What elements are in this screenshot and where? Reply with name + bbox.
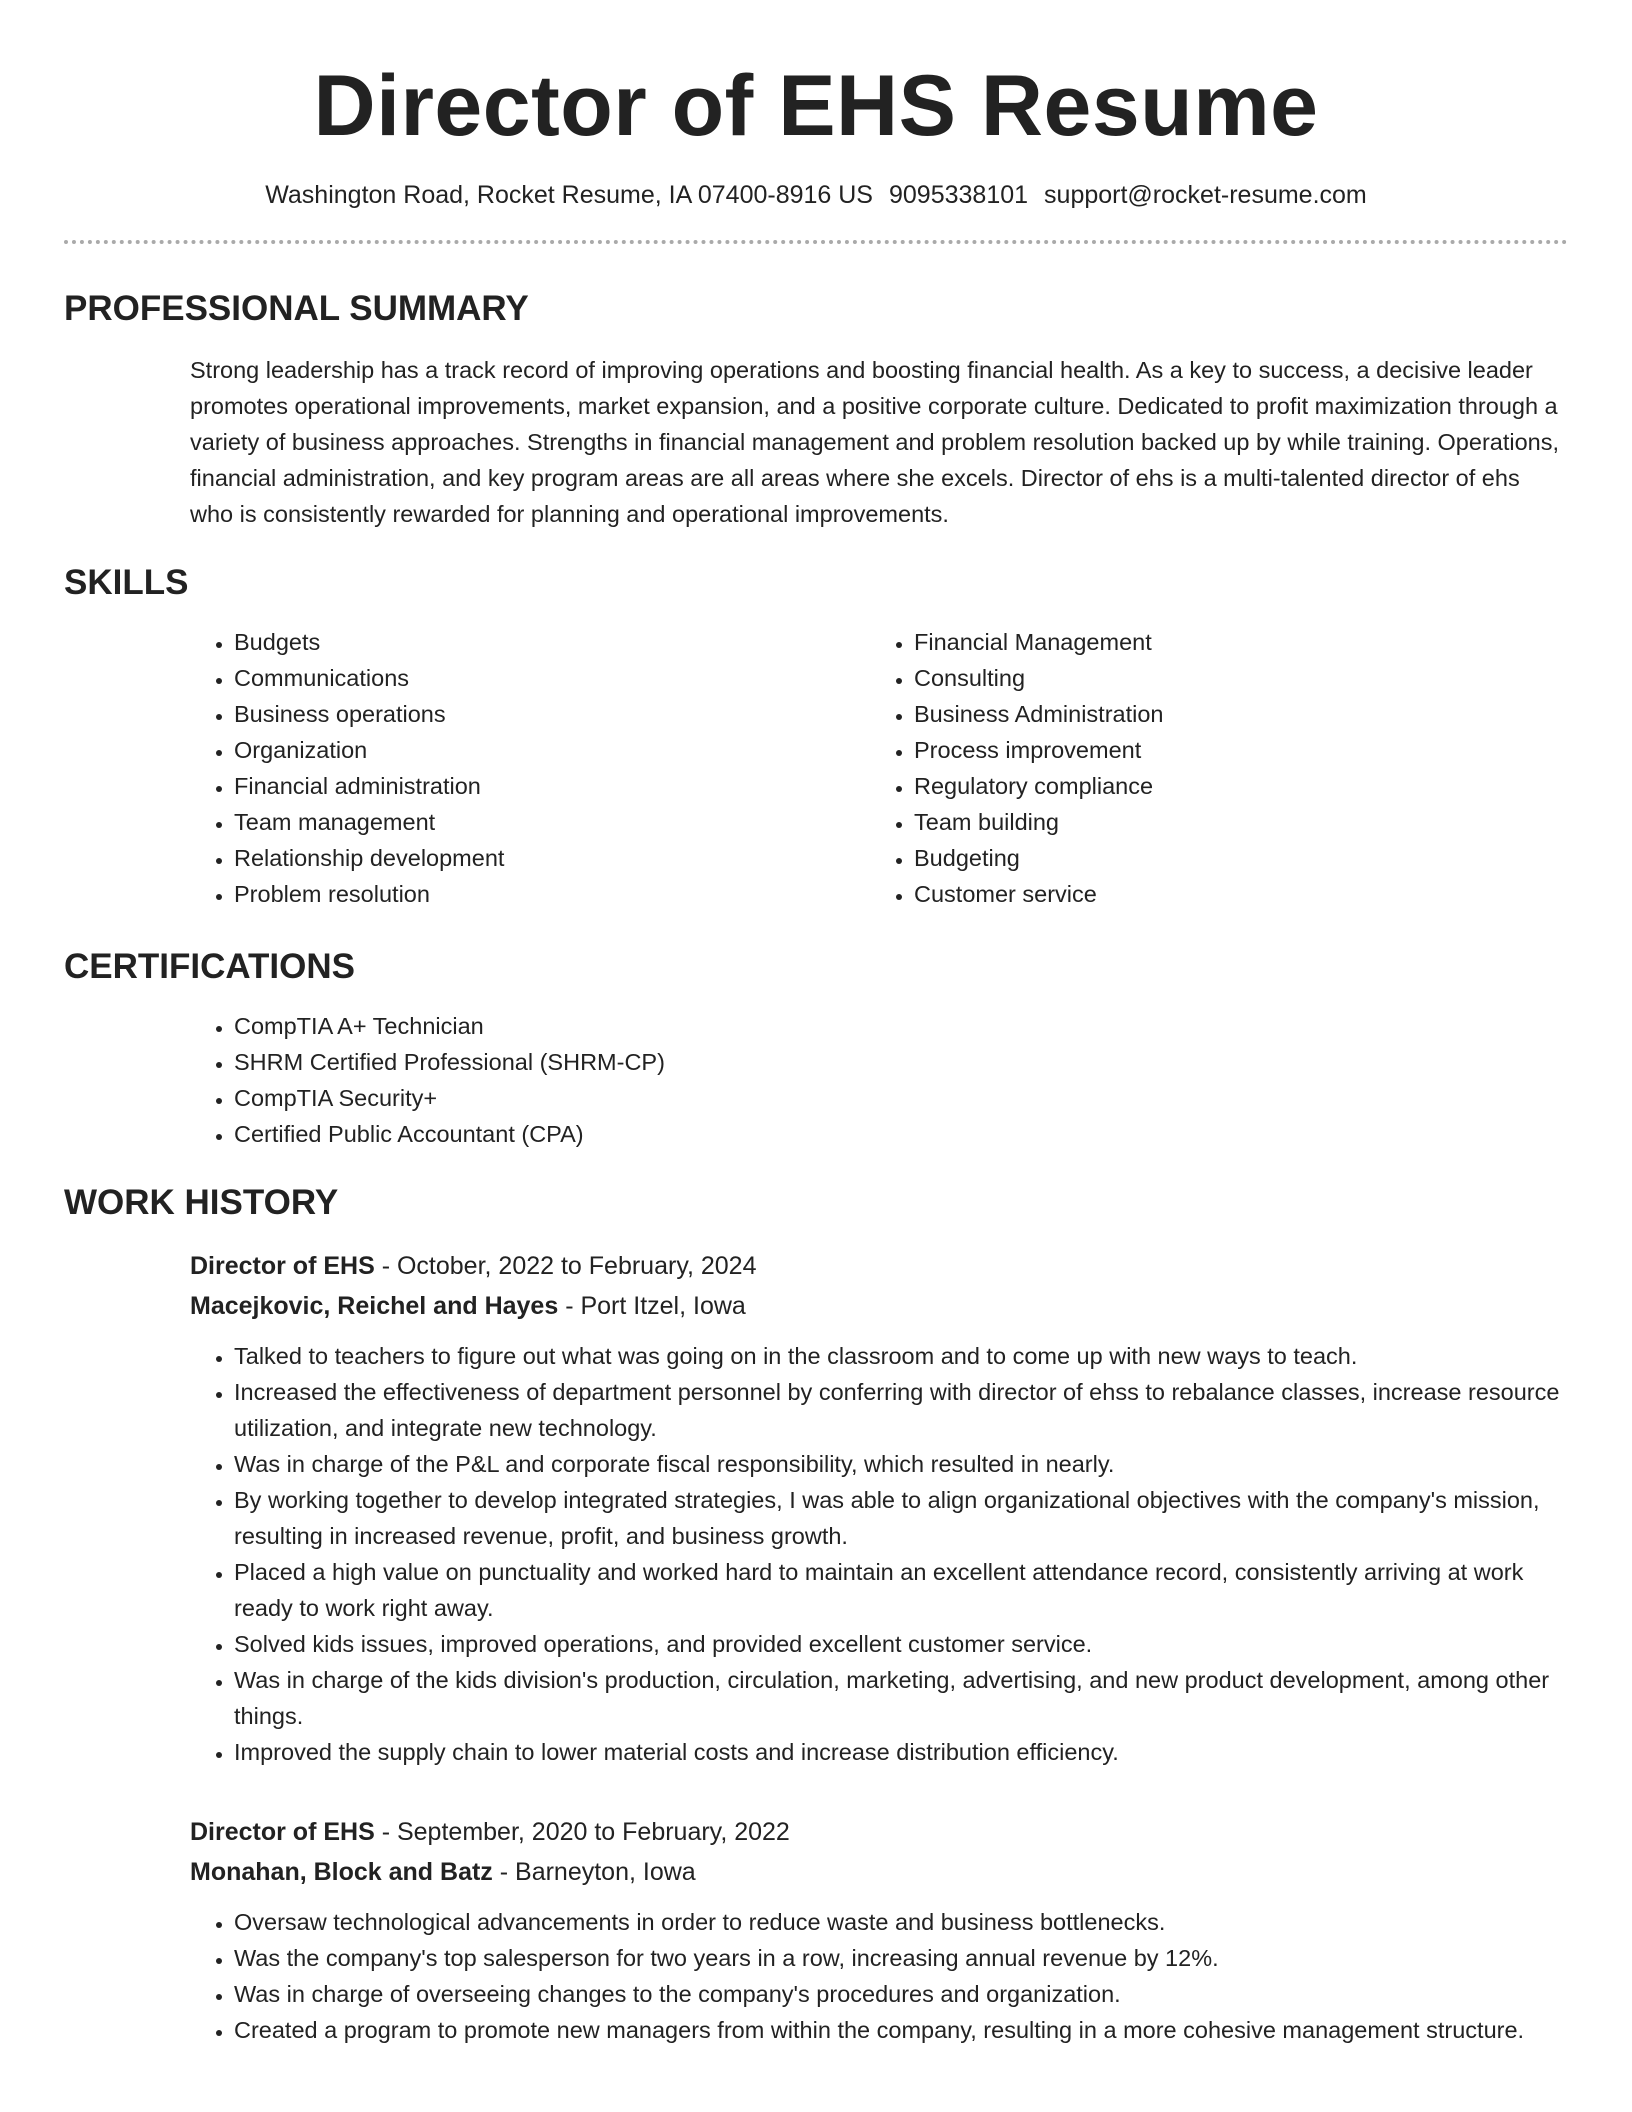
job-entry xyxy=(190,1812,1568,2048)
skill-item: • Business Administration xyxy=(914,696,1163,732)
job-location: - Port Itzel, Iowa xyxy=(558,1292,746,1320)
skills-heading: SKILLS xyxy=(64,563,189,602)
contact-address: Washington Road, Rocket Resume, IA 07400-8916 US xyxy=(265,181,873,209)
work-history-section xyxy=(64,1182,1568,2048)
job-location: - Barneyton, Iowa xyxy=(492,1858,696,1886)
skill-item: • Budgets xyxy=(234,624,870,660)
header-divider xyxy=(64,240,1568,244)
contact-line xyxy=(64,178,1568,212)
skill-item: • Financial Management xyxy=(914,624,1163,660)
skill-item: • Organization xyxy=(234,732,870,768)
job-bullets xyxy=(190,1904,1568,2048)
contact-email[interactable]: support@rocket-resume.com xyxy=(1044,181,1367,209)
resume-title: Director of EHS Resume xyxy=(313,58,1319,154)
skills-list-right xyxy=(870,624,1163,912)
summary-heading: PROFESSIONAL SUMMARY xyxy=(64,289,529,328)
skill-item: • Team building xyxy=(914,804,1163,840)
skill-item: • Communications xyxy=(234,660,870,696)
skills-grid xyxy=(190,624,1568,912)
job-entry xyxy=(190,1246,1568,1770)
certifications-list xyxy=(190,1008,1568,1152)
job-bullet: • Was in charge of the P&L and corporate fiscal responsibility, which resulted in nearly. xyxy=(234,1446,1568,1482)
job-company-line xyxy=(190,1852,1568,1892)
job-title-line xyxy=(190,1246,1568,1286)
certification-item: • SHRM Certified Professional (SHRM-CP) xyxy=(234,1044,1568,1080)
job-bullet: • Was in charge of overseeing changes to the company's procedures and organization. xyxy=(234,1976,1568,2012)
job-company: Monahan, Block and Batz xyxy=(190,1858,493,1886)
job-bullets xyxy=(190,1338,1568,1770)
job-bullet: • Was in charge of the kids division's production, circulation, marketing, advertising, and new product development, among other things. xyxy=(234,1662,1568,1734)
job-company-line xyxy=(190,1286,1568,1326)
job-company: Macejkovic, Reichel and Hayes xyxy=(190,1292,559,1320)
skill-item: • Process improvement xyxy=(914,732,1163,768)
certification-item: • Certified Public Accountant (CPA) xyxy=(234,1116,1568,1152)
contact-phone: 9095338101 xyxy=(889,181,1029,209)
summary-text: Strong leadership has a track record of improving operations and boosting financial health. As a key to success, a decisive leader promotes operational improvements, market expansion, and a positive corporate culture. Dedicated to profit maximization through a variety of business approaches. Strengths in financial management and problem resolution backed up by while training. Operations, financial administration, and key program areas are all areas where she excels. Director of ehs is a multi-talented director of ehs who is consistently rewarded for planning and operational improvements. xyxy=(190,357,1560,527)
certification-item: • CompTIA Security+ xyxy=(234,1080,1568,1116)
summary-section xyxy=(64,288,1568,532)
job-bullet: • Improved the supply chain to lower material costs and increase distribution efficiency. xyxy=(234,1734,1568,1770)
skill-item: • Customer service xyxy=(914,876,1163,912)
job-bullet: • Talked to teachers to figure out what was going on in the classroom and to come up with new ways to teach. xyxy=(234,1338,1568,1374)
skill-item: • Team management xyxy=(234,804,870,840)
job-dates: - September, 2020 to February, 2022 xyxy=(374,1818,790,1846)
job-dates: - October, 2022 to February, 2024 xyxy=(374,1252,757,1280)
skills-list-left xyxy=(190,624,870,912)
certification-item: • CompTIA A+ Technician xyxy=(234,1008,1568,1044)
skill-item: • Business operations xyxy=(234,696,870,732)
skill-item: • Budgeting xyxy=(914,840,1163,876)
skill-item: • Regulatory compliance xyxy=(914,768,1163,804)
skill-item: • Financial administration xyxy=(234,768,870,804)
job-bullet: • Oversaw technological advancements in order to reduce waste and business bottlenecks. xyxy=(234,1904,1568,1940)
job-bullet: • Placed a high value on punctuality and worked hard to maintain an excellent attendance record, consistently arriving at work ready to work right away. xyxy=(234,1554,1568,1626)
job-title: Director of EHS xyxy=(190,1252,375,1280)
skill-item: • Consulting xyxy=(914,660,1163,696)
skills-section xyxy=(64,562,1568,912)
certifications-heading: CERTIFICATIONS xyxy=(64,947,356,986)
job-bullet: • By working together to develop integrated strategies, I was able to align organizational objectives with the company's mission, resulting in increased revenue, profit, and business growth. xyxy=(234,1482,1568,1554)
skill-item: • Problem resolution xyxy=(234,876,870,912)
job-bullet: • Created a program to promote new managers from within the company, resulting in a more cohesive management structure. xyxy=(234,2012,1568,2048)
certifications-section xyxy=(64,946,1568,1152)
job-bullet: • Increased the effectiveness of department personnel by conferring with director of ehss to rebalance classes, increase resource utilization, and integrate new technology. xyxy=(234,1374,1568,1446)
work-history-heading: WORK HISTORY xyxy=(64,1183,339,1222)
job-bullet: • Solved kids issues, improved operations, and provided excellent customer service. xyxy=(234,1626,1568,1662)
job-title-line xyxy=(190,1812,1568,1852)
job-bullet: • Was the company's top salesperson for two years in a row, increasing annual revenue by 12%. xyxy=(234,1940,1568,1976)
job-title: Director of EHS xyxy=(190,1818,375,1846)
skill-item: • Relationship development xyxy=(234,840,870,876)
